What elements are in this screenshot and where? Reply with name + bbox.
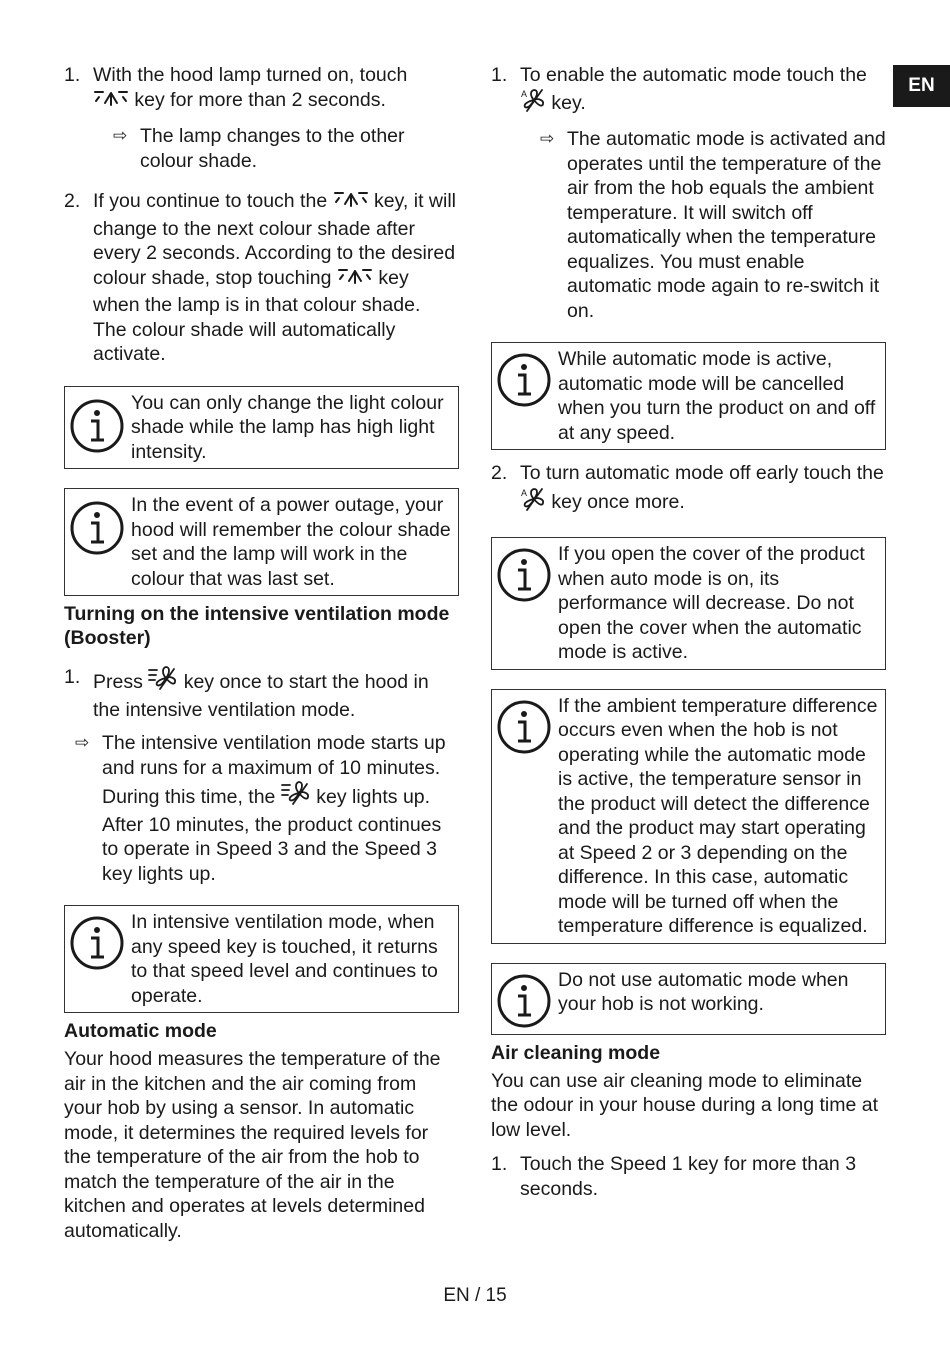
step-number: 2. <box>64 190 81 212</box>
step-text: Press <box>93 671 143 693</box>
step-text: key, it will change to the next colour shade after every 2 seconds. According to the desired colour shade, stop touching <box>93 190 456 289</box>
left-column <box>64 63 459 1243</box>
info-icon <box>70 916 124 970</box>
auto-step-1-result <box>540 127 886 323</box>
automatic-mode-paragraph: Your hood measures the temperature of the air in the kitchen and the air coming from your hob by using a sensor. In automatic mode, it determines the required levels for the temperature of the air from the hob to match the temperature of the air in the kitchen and operates at levels determined automatically. <box>64 1048 441 1242</box>
lamp-step-1-result <box>113 124 459 173</box>
note-text: In the event of a power outage, your hood will remember the colour shade set and the lamp will work in the colour that was last set. <box>131 494 451 590</box>
auto-fan-icon <box>520 88 546 119</box>
auto-step-1 <box>491 63 886 118</box>
booster-fan-icon <box>148 665 178 698</box>
step-text: key once to start the hood in the intensive ventilation mode. <box>93 671 429 721</box>
page-footer: EN / 15 <box>443 1285 507 1306</box>
note-text: Do not use automatic mode when your hob is not working. <box>558 968 849 1015</box>
air-cleaning-heading: Air cleaning mode <box>491 1041 661 1064</box>
lamp-icon <box>93 89 129 116</box>
result-arrow-icon: ⇨ <box>113 126 128 145</box>
booster-step-1 <box>64 665 459 722</box>
step-text: key for more than 2 seconds. <box>134 88 386 111</box>
info-note <box>491 963 886 1035</box>
result-text: The intensive ventilation mode starts up and runs for a maximum of 10 minutes. During this time, the <box>102 732 446 808</box>
auto-fan-icon <box>520 487 546 519</box>
info-icon <box>497 548 551 602</box>
lamp-icon <box>337 267 373 294</box>
step-number: 1. <box>64 64 81 86</box>
step-text: key when the lamp is in that colour shade. The colour shade will automatically activate. <box>93 266 421 365</box>
svg-text:A: A <box>521 488 528 498</box>
note-text: If the ambient temperature difference occurs even when the hob is not operating while the automatic mode is active, the temperature sensor in the product will detect the difference and the product may start operating at Speed 2 or 3 depending on the difference. In this case, automatic mode will be turned off when the temperature difference is equalized. <box>558 694 878 937</box>
result-arrow-icon: ⇨ <box>540 129 555 148</box>
info-icon <box>497 700 551 754</box>
result-arrow-icon: ⇨ <box>75 733 90 752</box>
note-text: In intensive ventilation mode, when any speed key is touched, it returns to that speed level and continues to operate. <box>131 911 438 1007</box>
air-cleaning-step-1 <box>491 1152 886 1201</box>
step-text: key. <box>551 91 586 114</box>
info-note <box>491 342 886 450</box>
info-note <box>64 386 459 470</box>
info-icon <box>497 353 551 407</box>
step-number: 1. <box>64 666 81 688</box>
info-note <box>64 488 459 596</box>
step-text: To enable the automatic mode touch the <box>520 64 867 86</box>
result-text: The lamp changes to the other colour shade. <box>140 125 405 172</box>
booster-result <box>75 731 459 886</box>
lamp-step-2 <box>64 189 459 367</box>
lamp-icon <box>333 190 369 217</box>
note-text: If you open the cover of the product when auto mode is on, its performance will decrease. Do not open the cover when the automatic mode is active. <box>558 543 865 663</box>
step-number: 1. <box>491 1153 508 1175</box>
step-text: If you continue to touch the <box>93 190 328 212</box>
booster-heading: Turning on the intensive ventilation mode (Booster) <box>64 603 450 649</box>
info-note <box>491 537 886 670</box>
step-text: With the hood lamp turned on, touch <box>93 64 408 86</box>
booster-fan-icon <box>281 780 311 813</box>
info-icon <box>70 501 124 555</box>
info-note <box>64 905 459 1013</box>
result-text: key lights up. After 10 minutes, the product continues to operate in Speed 3 and the Speed 3 key lights up. <box>102 786 442 885</box>
auto-step-2 <box>491 460 886 519</box>
result-text: The automatic mode is activated and operates until the temperature of the air from the hob equals the ambient temperature. It will switch off automatically when the temperature equalizes. You must enable automatic mode again to re-switch it on. <box>567 128 886 322</box>
info-icon <box>497 974 551 1028</box>
info-icon <box>70 399 124 453</box>
step-text: Touch the Speed 1 key for more than 3 seconds. <box>520 1153 857 1200</box>
step-text: To turn automatic mode off early touch the <box>520 462 884 484</box>
step-number: 1. <box>491 64 508 86</box>
svg-text:A: A <box>521 88 528 99</box>
step-number: 2. <box>491 462 508 484</box>
step-text: key once more. <box>551 491 685 513</box>
automatic-mode-heading: Automatic mode <box>64 1020 217 1042</box>
note-text: You can only change the light colour shade while the lamp has high light intensity. <box>131 391 444 463</box>
info-note <box>491 689 886 944</box>
lamp-step-1 <box>64 63 459 115</box>
air-cleaning-paragraph: You can use air cleaning mode to eliminate the odour in your house during a long time at low level. <box>491 1069 879 1141</box>
language-tab: EN <box>893 65 950 107</box>
note-text: While automatic mode is active, automatic mode will be cancelled when you turn the product on and off at any speed. <box>558 348 876 444</box>
right-column <box>491 63 886 1201</box>
